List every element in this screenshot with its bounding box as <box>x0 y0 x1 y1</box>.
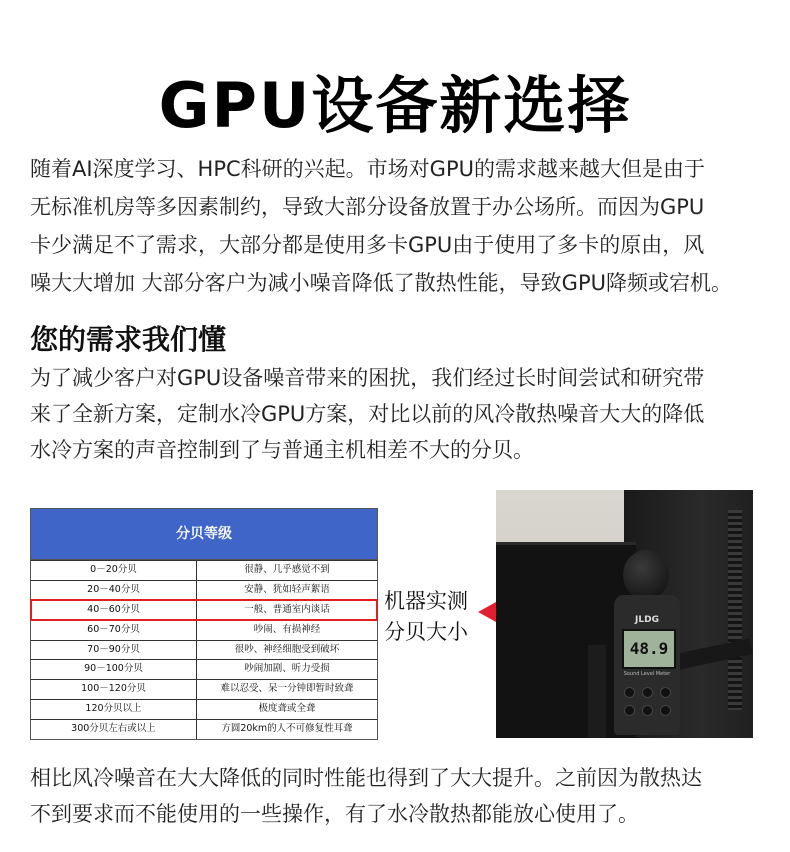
table-cell-range: 120分贝以上 <box>31 700 197 719</box>
meter-button <box>624 705 635 716</box>
intro-line: 噪大大增加 大部分客户为减小噪音降低了散热性能，导致GPU降频或宕机。 <box>30 271 732 295</box>
table-row <box>31 679 377 699</box>
decibel-table <box>30 508 378 740</box>
measurement-callout <box>384 586 468 648</box>
section-line: 水冷方案的声音控制到了与普通主机相差不大的分贝。 <box>30 438 534 462</box>
table-row-highlighted <box>31 600 377 620</box>
meter-button <box>660 687 671 698</box>
intro-paragraph <box>30 150 770 302</box>
table-header: 分贝等级 <box>31 509 377 560</box>
table-cell-desc: 吵闹、有损神经 <box>253 623 321 635</box>
section-line: 来了全新方案，定制水冷GPU方案，对比以前的风冷散热噪音大大的降低 <box>30 402 705 426</box>
table-cell-desc: 吵闹加剧、听力受损 <box>244 663 330 675</box>
arrow-left-icon <box>478 602 496 622</box>
table-row <box>31 620 377 640</box>
table-cell-range: 70－90分贝 <box>31 641 197 660</box>
table-row <box>31 659 377 679</box>
table-cell-desc: 极度聋或全聋 <box>258 703 316 715</box>
sound-meter-photo <box>496 490 753 738</box>
table-cell-desc: 方圆20km的人不可修复性耳聋 <box>221 723 353 735</box>
table-row <box>31 560 377 580</box>
callout-line: 分贝大小 <box>384 620 468 644</box>
section-line: 为了减少客户对GPU设备噪音带来的困扰，我们经过长时间尝试和研究带 <box>30 366 705 390</box>
table-cell-desc: 难以忍受、呆一分钟即暂时致聋 <box>220 683 354 695</box>
outro-paragraph <box>30 760 770 832</box>
meter-brand: JLDG <box>635 615 659 625</box>
outro-line: 相比风冷噪音在大大降低的同时性能也得到了大大提升。之前因为散热达 <box>30 766 702 790</box>
table-cell-range: 90－100分贝 <box>31 660 197 679</box>
meter-reading: 48.9 <box>622 629 676 669</box>
section-heading: 您的需求我们懂 <box>30 323 227 356</box>
meter-button <box>660 705 671 716</box>
table-cell-range: 60－70分贝 <box>31 621 197 640</box>
microphone-icon <box>623 550 669 600</box>
tower-grille <box>728 510 742 710</box>
table-row <box>31 719 377 739</box>
table-cell-range: 100－120分贝 <box>31 680 197 699</box>
intro-line: 无标准机房等多因素制约，导致大部分设备放置于办公场所。而因为GPU <box>30 195 705 219</box>
callout-line: 机器实测 <box>384 589 468 613</box>
meter-button <box>642 705 653 716</box>
page-title: GPU设备新选择 <box>158 69 632 142</box>
section-paragraph <box>30 360 760 468</box>
intro-line: 随着AI深度学习、HPC科研的兴起。市场对GPU的需求越来越大但是由于 <box>30 157 705 181</box>
table-row <box>31 699 377 719</box>
table-cell-desc: 一般、普通室内谈话 <box>244 603 330 615</box>
table-cell-desc: 很吵、神经细胞受到破坏 <box>234 643 340 655</box>
table-cell-desc: 安静、犹如轻声絮语 <box>244 583 330 595</box>
table-row <box>31 580 377 600</box>
meter-label: Sound Level Meter <box>623 671 671 677</box>
table-cell-desc: 很静、几乎感觉不到 <box>244 564 330 575</box>
table-cell-range: 20－40分贝 <box>31 581 197 600</box>
table-cell-range: 300分贝左右或以上 <box>31 720 197 739</box>
table-cell-range: 40－60分贝 <box>31 601 197 620</box>
sound-level-meter <box>614 595 680 735</box>
meter-button <box>624 687 635 698</box>
outro-line: 不到要求而不能使用的一些操作，有了水冷散热都能放心使用了。 <box>30 802 639 826</box>
meter-button <box>642 687 653 698</box>
intro-line: 卡少满足不了需求，大部分都是使用多卡GPU由于使用了多卡的原由，风 <box>30 233 705 257</box>
table-row <box>31 640 377 660</box>
monitor-stand <box>588 645 606 738</box>
table-cell-range: 0－20分贝 <box>31 561 197 580</box>
